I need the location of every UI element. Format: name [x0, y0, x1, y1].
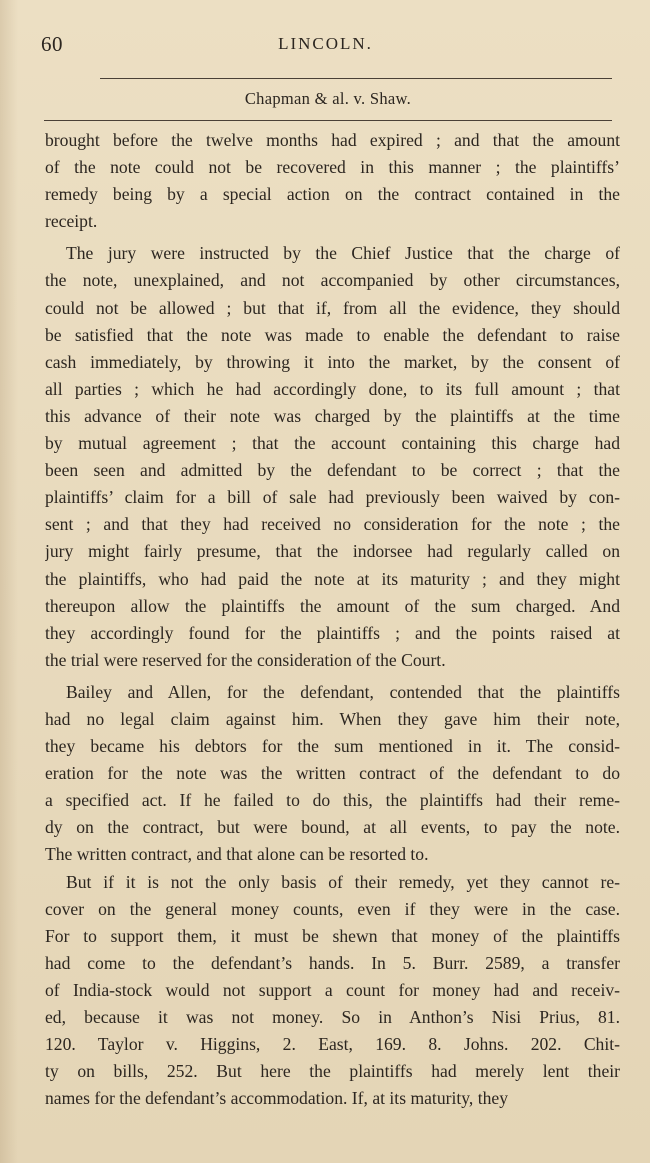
- text-line: brought before the twelve months had expired ; and that the amount: [45, 130, 620, 150]
- text-line: The written contract, and that alone can be resorted to.: [45, 844, 429, 865]
- text-line: But if it is not the only basis of their remedy, yet they cannot re-: [66, 871, 620, 892]
- paragraph: [45, 869, 620, 1113]
- text-line: they accordingly found for the plaintiffs ; and the points raised at: [45, 622, 620, 643]
- header-rule-bottom: [44, 120, 612, 121]
- text-line: dy on the contract, but were bound, at all events, to pay the note.: [45, 817, 620, 838]
- text-line: ty on bills, 252. But here the plaintiffs had merely lent their: [45, 1061, 620, 1082]
- text-line: thereupon allow the plaintiffs the amount of the sum charged. And: [45, 595, 620, 616]
- text-line: could not be allowed ; but that if, from all the evidence, they should: [45, 297, 620, 318]
- body-text: [45, 127, 620, 1112]
- text-line: by mutual agreement ; that the account containing this charge had: [45, 433, 620, 454]
- text-line: been seen and admitted by the defendant to be correct ; that the: [45, 460, 620, 481]
- text-line: be satisfied that the note was made to enable the defendant to raise: [45, 324, 620, 345]
- text-line: The jury were instructed by the Chief Justice that the charge of: [66, 243, 620, 264]
- text-line: had no legal claim against him. When they gave him their note,: [45, 708, 620, 729]
- text-line: this advance of their note was charged by the plaintiffs at the time: [45, 405, 620, 426]
- text-line: For to support them, it must be shewn that money of the plaintiffs: [45, 925, 620, 946]
- text-line: they became his debtors for the sum mentioned in it. The consid-: [45, 736, 620, 757]
- text-line: jury might fairly presume, that the indorsee had regularly called on: [45, 541, 620, 562]
- text-line: the note, unexplained, and not accompanied by other circumstances,: [45, 270, 620, 291]
- text-line: the trial were reserved for the consideration of the Court.: [45, 649, 446, 670]
- page-number: 60: [41, 32, 63, 56]
- text-line: had come to the defendant’s hands. In 5. Burr. 2589, a transfer: [45, 952, 620, 973]
- text-line: sent ; and that they had received no consideration for the note ; the: [45, 514, 620, 535]
- running-head: [41, 32, 610, 60]
- text-line: Bailey and Allen, for the defendant, contended that the plaintiffs: [66, 681, 620, 702]
- text-line: all parties ; which he had accordingly done, to its full amount ; that: [45, 378, 620, 399]
- text-line: eration for the note was the written contract of the defendant to do: [45, 763, 620, 784]
- text-line: of India-stock would not support a count for money had and receiv-: [45, 979, 620, 1000]
- page-edge-shadow: [0, 0, 18, 1163]
- text-line: plaintiffs’ claim for a bill of sale had previously been waived by con-: [45, 487, 620, 508]
- text-line: cover on the general money counts, even if they were in the case.: [45, 898, 620, 919]
- case-title: Chapman & al. v. Shaw.: [244, 89, 412, 108]
- paragraph: [45, 679, 620, 869]
- text-line: the plaintiffs, who had paid the note at its maturity ; and they might: [45, 568, 620, 589]
- paragraph: [45, 127, 620, 235]
- text-line: ed, because it was not money. So in Anthon’s Nisi Prius, 81.: [45, 1007, 620, 1027]
- text-line: remedy being by a special action on the contract contained in the: [45, 184, 620, 205]
- header-rule-top: [100, 78, 612, 79]
- text-line: names for the defendant’s accommodation. If, at its maturity, they: [45, 1088, 508, 1109]
- text-line: receipt.: [45, 211, 98, 232]
- text-line: of the note could not be recovered in this manner ; the plaintiffs’: [45, 157, 620, 178]
- text-line: cash immediately, by throwing it into the market, by the consent of: [45, 351, 620, 372]
- text-line: a specified act. If he failed to do this, the plaintiffs had their reme-: [45, 790, 620, 811]
- text-line: 120. Taylor v. Higgins, 2. East, 169. 8. Johns. 202. Chit-: [45, 1034, 620, 1055]
- paragraph: [45, 240, 620, 674]
- running-title: LINCOLN.: [278, 34, 373, 53]
